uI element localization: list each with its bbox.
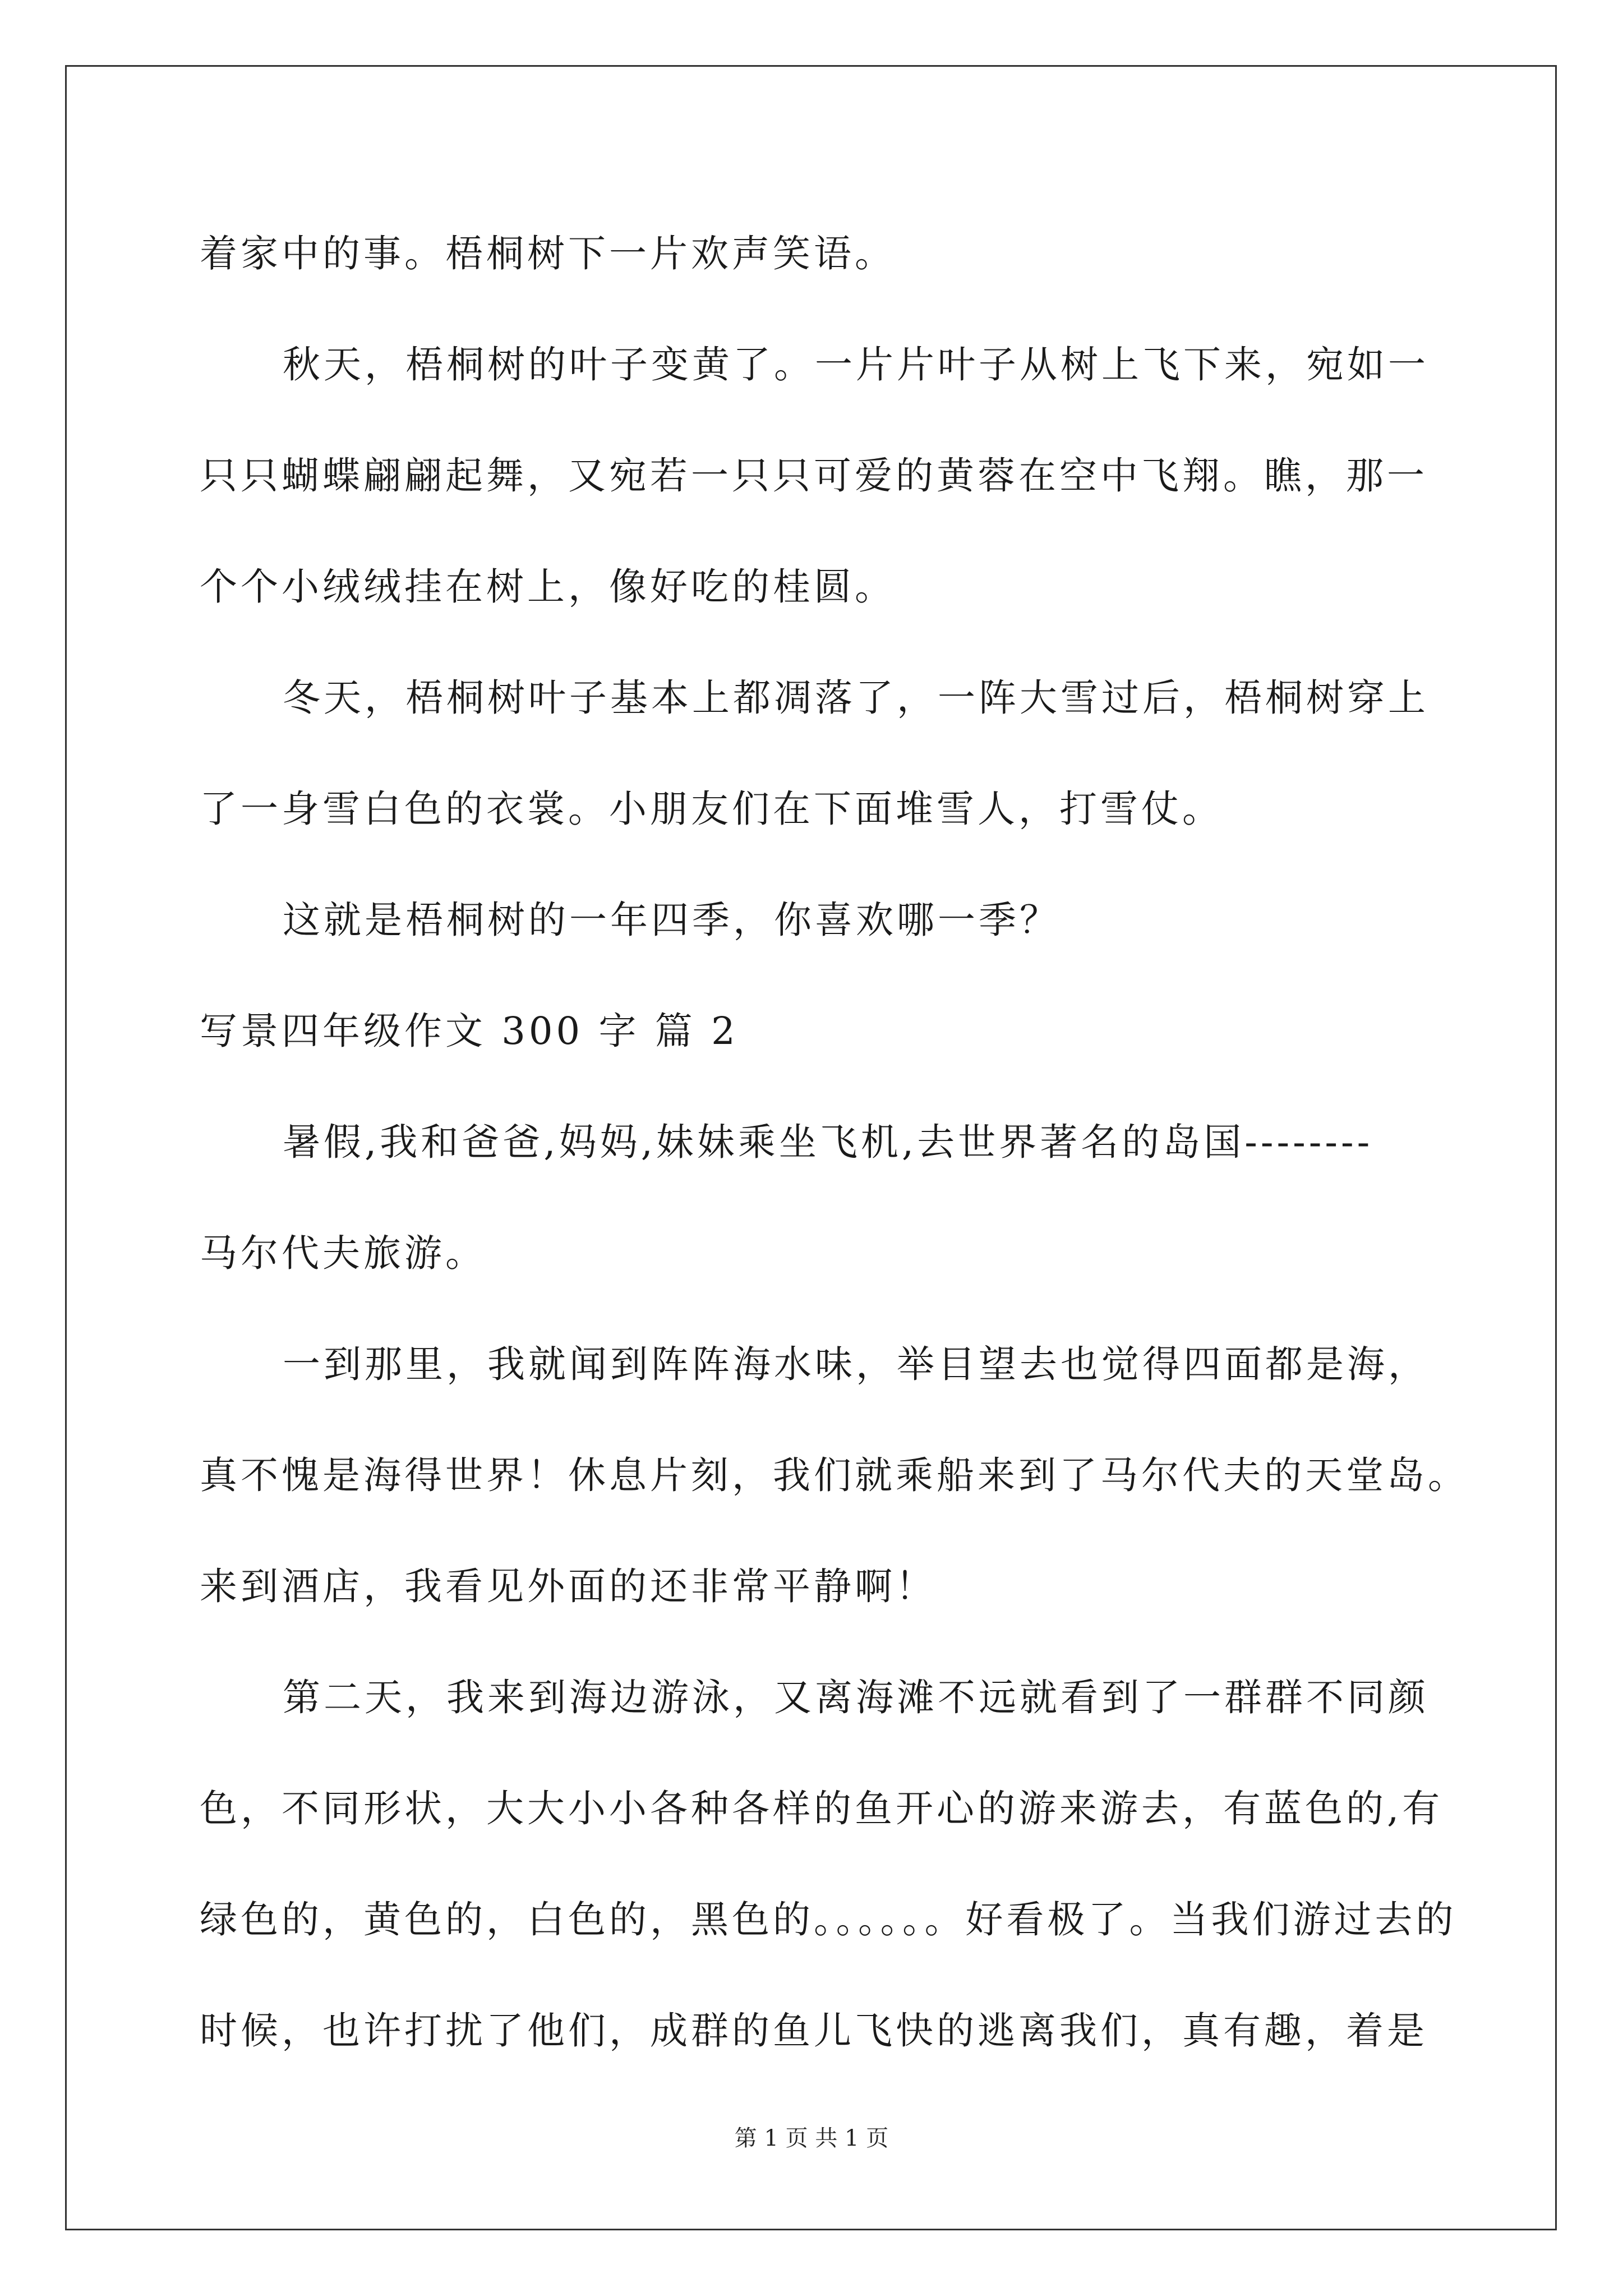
text-line: 了一身雪白色的衣裳。小朋友们在下面堆雪人，打雪仗。 [200,787,1223,831]
text-line: 只只蝴蝶翩翩起舞，又宛若一只只可爱的黄蓉在空中飞翔。瞧，那一 [200,454,1428,498]
text-line: 真不愧是海得世界！休息片刻，我们就乘船来到了马尔代夫的天堂岛。 [200,1453,1469,1497]
text-line: 绿色的，黄色的，白色的，黑色的。。。。。。好看极了。当我们游过去的 [200,1898,1457,1941]
text-line: 冬天，梧桐树叶子基本上都凋落了，一阵大雪过后，梧桐树穿上 [283,676,1429,720]
section-heading: 写景四年级作文 300 字 篇 2 [200,1009,739,1053]
text-line: 时候，也许打扰了他们，成群的鱼儿飞快的逃离我们，真有趣，着是 [200,2009,1428,2053]
text-line: 秋天，梧桐树的叶子变黄了。一片片叶子从树上飞下来，宛如一 [283,343,1429,386]
text-line: 这就是梧桐树的一年四季，你喜欢哪一季？ [283,898,1061,942]
text-line: 来到酒店，我看见外面的还非常平静啊！ [200,1565,937,1608]
text-line: 着家中的事。梧桐树下一片欢声笑语。 [200,232,896,275]
text-line: 暑假,我和爸爸,妈妈,妹妹乘坐飞机,去世界著名的岛国-------- [283,1120,1373,1164]
text-line: 个个小绒绒挂在树上，像好吃的桂圆。 [200,565,896,609]
text-line: 色，不同形状，大大小小各种各样的鱼开心的游来游去，有蓝色的,有 [200,1787,1444,1830]
text-line: 一到那里，我就闻到阵阵海水味，举目望去也觉得四面都是海， [283,1342,1429,1386]
text-line: 马尔代夫旅游。 [200,1231,486,1275]
text-line: 第二天，我来到海边游泳，又离海滩不远就看到了一群群不同颜 [283,1676,1429,1719]
page-number-footer: 第 1 页 共 1 页 [734,2125,889,2151]
